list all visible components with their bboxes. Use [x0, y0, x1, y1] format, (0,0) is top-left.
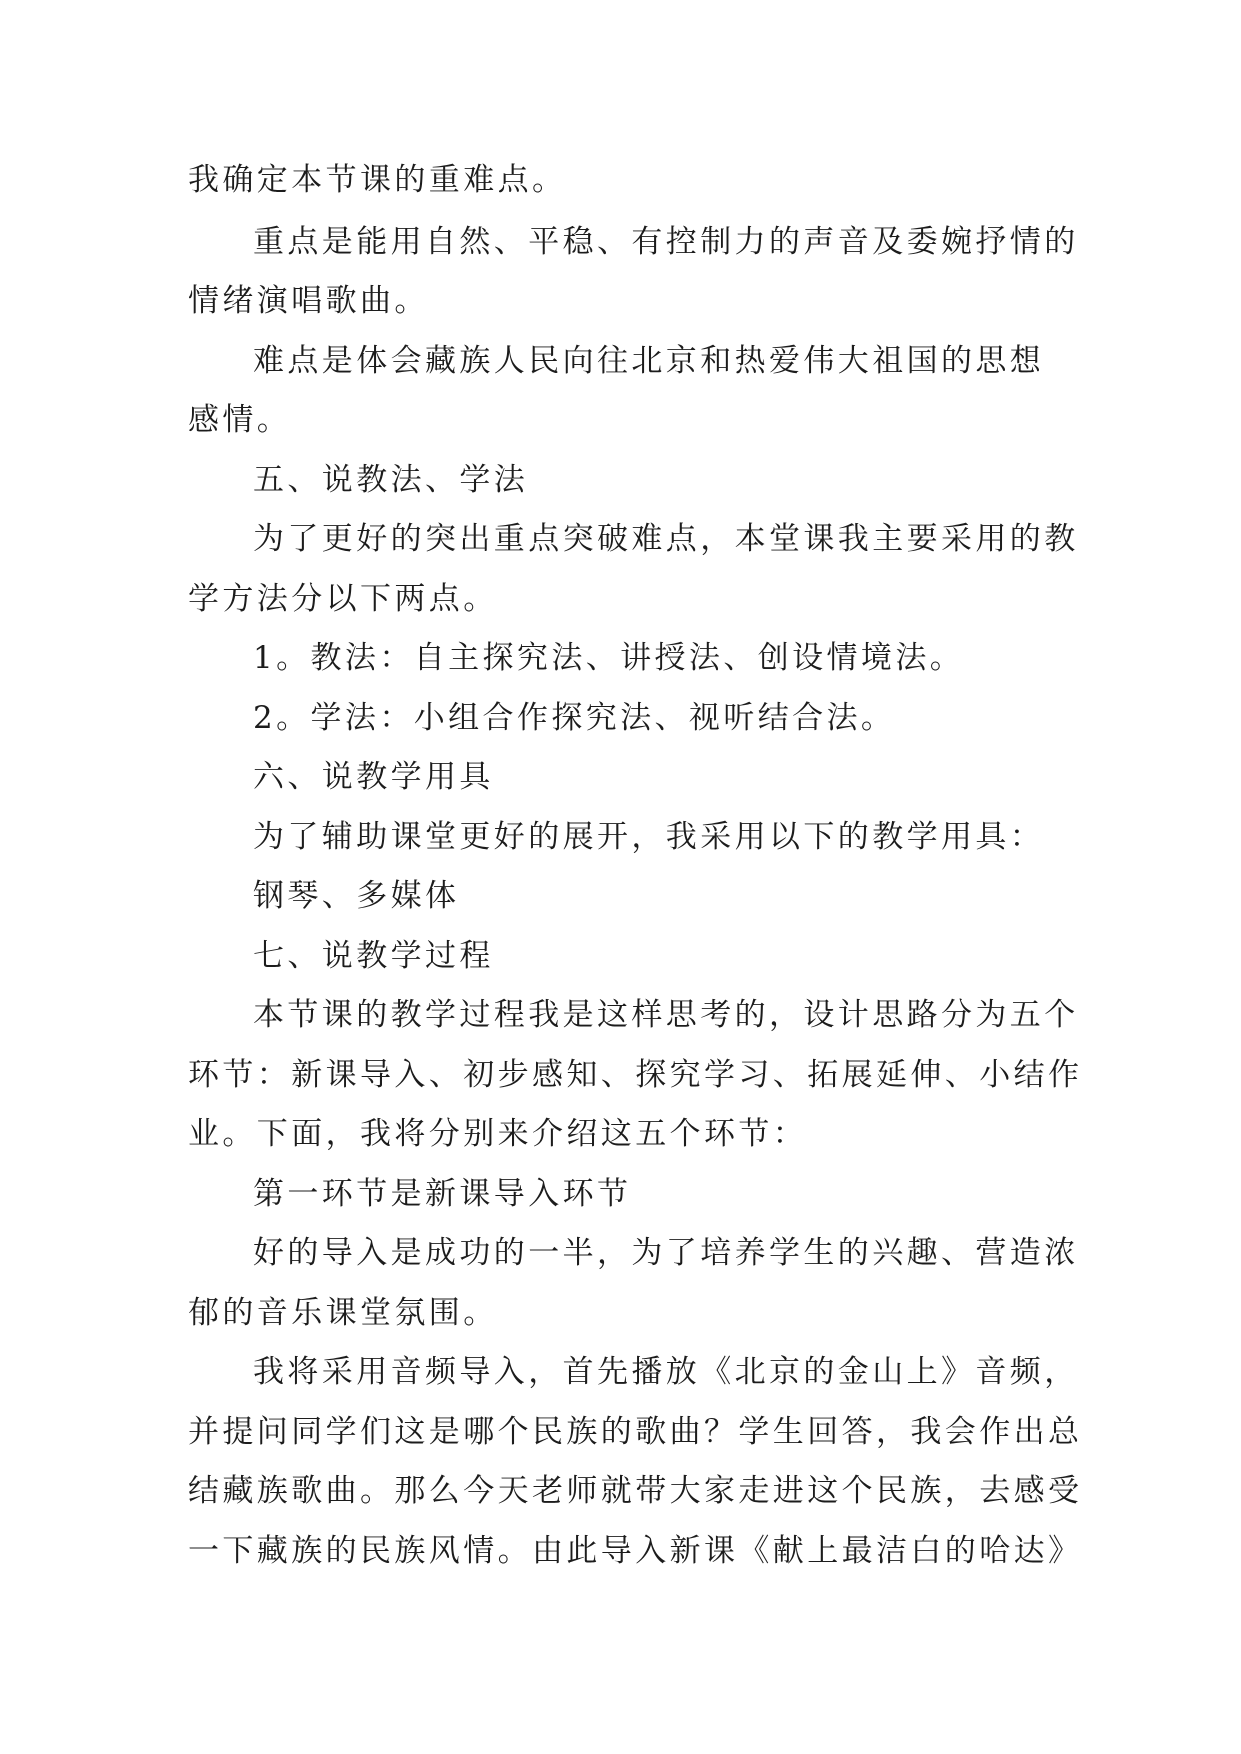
text-line: 好的导入是成功的一半，为了培养学生的兴趣、营造浓	[253, 1235, 1079, 1271]
text-line: 我将采用音频导入，首先播放《北京的金山上》音频，	[253, 1354, 1079, 1390]
text-line: 结藏族歌曲。那么今天老师就带大家走进这个民族，去感受	[188, 1473, 1083, 1509]
text-line: 并提问同学们这是哪个民族的歌曲？学生回答，我会作出总	[188, 1414, 1083, 1450]
section-heading: 六、说教学用具	[253, 759, 494, 795]
text-line: 为了更好的突出重点突破难点，本堂课我主要采用的教	[253, 521, 1079, 557]
text-line: 一下藏族的民族风情。由此导入新课《献上最洁白的哈达》	[188, 1533, 1083, 1569]
text-line: 重点是能用自然、平稳、有控制力的声音及委婉抒情的	[253, 224, 1079, 260]
list-item: 2。学法：小组合作探究法、视听结合法。	[253, 700, 896, 736]
text-line: 我确定本节课的重难点。	[188, 162, 567, 198]
text-line: 感情。	[188, 402, 292, 438]
section-heading: 七、说教学过程	[253, 938, 494, 974]
text-line: 情绪演唱歌曲。	[188, 283, 429, 319]
section-heading: 五、说教法、学法	[253, 462, 529, 498]
text-line: 难点是体会藏族人民向往北京和热爱伟大祖国的思想	[253, 343, 1045, 379]
text-line: 钢琴、多媒体	[253, 878, 460, 914]
text-line: 学方法分以下两点。	[188, 581, 498, 617]
list-item: 1。教法：自主探究法、讲授法、创设情境法。	[253, 640, 965, 676]
text-line: 环节：新课导入、初步感知、探究学习、拓展延伸、小结作	[188, 1057, 1083, 1093]
text-line: 为了辅助课堂更好的展开，我采用以下的教学用具：	[253, 819, 1045, 855]
text-line: 业。下面，我将分别来介绍这五个环节：	[188, 1116, 808, 1152]
text-line: 郁的音乐课堂氛围。	[188, 1295, 498, 1331]
subsection-heading: 第一环节是新课导入环节	[253, 1176, 632, 1212]
text-line: 本节课的教学过程我是这样思考的，设计思路分为五个	[253, 997, 1079, 1033]
